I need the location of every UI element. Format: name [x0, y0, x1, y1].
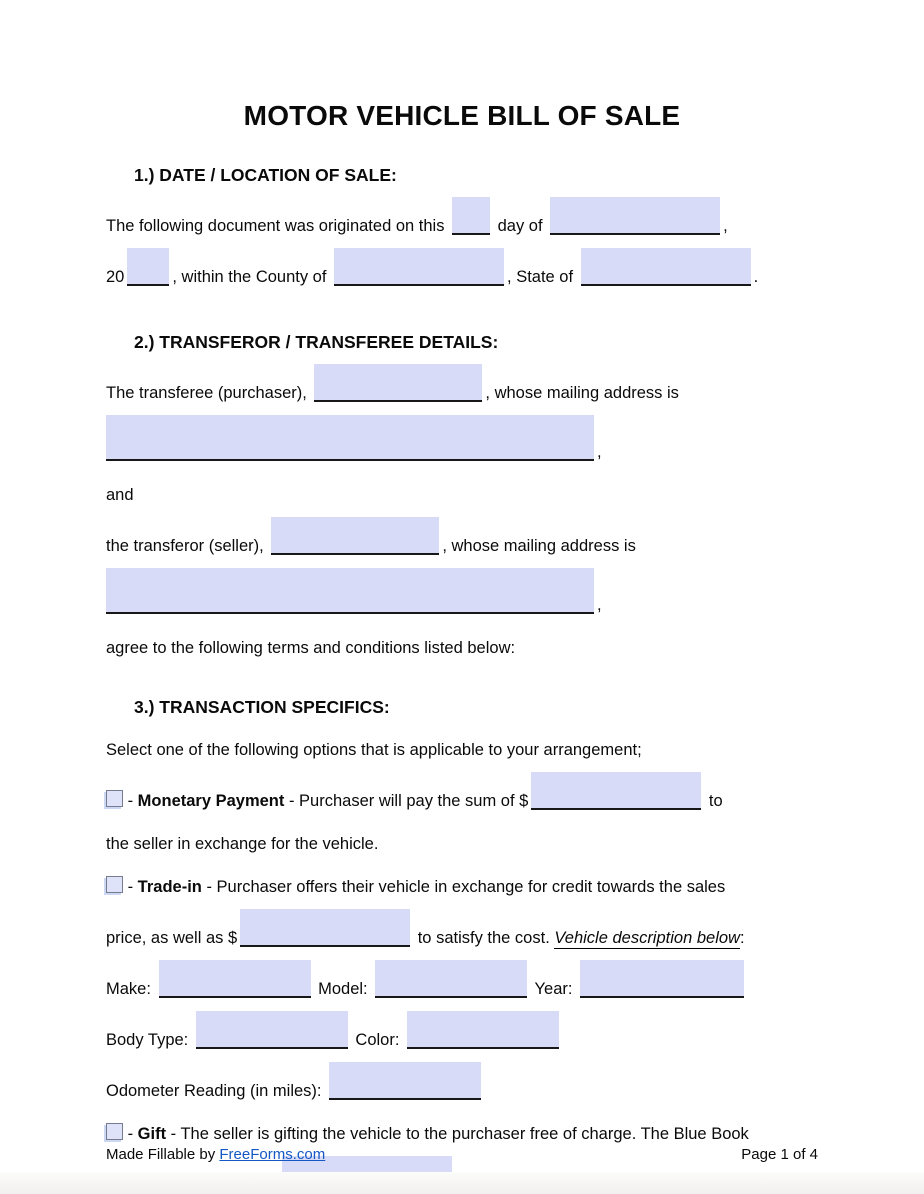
- body-type-label: Body Type:: [106, 1031, 193, 1049]
- tradein-checkbox[interactable]: [106, 876, 123, 893]
- tradein-dash-text: -: [123, 878, 138, 896]
- purchaser-line: [106, 364, 818, 415]
- seller-line: [106, 517, 818, 568]
- tradein-price-line: [106, 909, 818, 960]
- month-field[interactable]: [550, 197, 720, 235]
- monetary-payment-line: [106, 772, 818, 823]
- color-label: Color:: [350, 1031, 405, 1049]
- odometer-field[interactable]: [329, 1062, 481, 1100]
- section1-heading: 1.) DATE / LOCATION OF SALE:: [134, 165, 397, 185]
- tradein-amount-field[interactable]: [240, 909, 410, 947]
- purchaser-address-end-text: ,: [597, 443, 602, 461]
- monetary-option-label: Monetary Payment: [137, 792, 285, 810]
- tradein-line: [106, 866, 818, 909]
- purchaser-post-text: , whose mailing address is: [485, 384, 679, 402]
- tradein-price-pre-text: price, as well as $: [106, 929, 238, 947]
- line1-mid-text: day of: [493, 217, 548, 235]
- color-field[interactable]: [407, 1011, 559, 1049]
- line2-mid2-text: , State of: [507, 268, 578, 286]
- page-title: MOTOR VEHICLE BILL OF SALE: [243, 100, 681, 131]
- gift-desc-text: - The seller is gifting the vehicle to the purchaser free of charge. The Blue Book: [166, 1125, 749, 1143]
- line1-pre-text: The following document was originated on this: [106, 217, 450, 235]
- section3-heading: 3.) TRANSACTION SPECIFICS:: [134, 697, 390, 717]
- monetary-continuation-line: the seller in exchange for the vehicle.: [106, 835, 379, 853]
- seller-post-text: , whose mailing address is: [442, 537, 636, 555]
- county-field[interactable]: [334, 248, 504, 286]
- monetary-payment-checkbox[interactable]: [106, 790, 123, 807]
- freeforms-link[interactable]: FreeForms.com: [219, 1146, 326, 1163]
- made-fillable-text: Made Fillable by: [106, 1146, 220, 1163]
- monetary-desc-text: - Purchaser will pay the sum of $: [284, 792, 529, 810]
- purchaser-address-field[interactable]: [106, 415, 594, 461]
- tradein-price-post-text: to satisfy the cost.: [413, 929, 555, 947]
- model-field[interactable]: [375, 960, 527, 998]
- purchaser-name-field[interactable]: [314, 364, 482, 402]
- options-intro-line: Select one of the following options that is applicable to your arrangement;: [106, 741, 642, 759]
- date-location-line2: [106, 248, 818, 299]
- odometer-label: Odometer Reading (in miles):: [106, 1082, 327, 1100]
- purchaser-address-line: [106, 415, 818, 474]
- page-indicator: Page 1 of 4: [741, 1146, 818, 1163]
- vehicle-year-field[interactable]: [580, 960, 744, 998]
- year-field[interactable]: [127, 248, 169, 286]
- payment-amount-field[interactable]: [531, 772, 701, 810]
- line2-end-text: .: [753, 268, 759, 286]
- gift-checkbox[interactable]: [106, 1123, 123, 1140]
- vehicle-description-label: Vehicle description below: [554, 929, 740, 947]
- purchaser-pre-text: The transferee (purchaser),: [106, 384, 312, 402]
- monetary-dash-text: -: [123, 792, 138, 810]
- model-label: Model:: [313, 980, 373, 998]
- line2-pre-text: 20: [106, 268, 125, 286]
- seller-address-field[interactable]: [106, 568, 594, 614]
- agreement-line: agree to the following terms and conditions listed below:: [106, 639, 516, 657]
- body-type-field[interactable]: [196, 1011, 348, 1049]
- line2-mid-text: , within the County of: [172, 268, 332, 286]
- seller-address-line: [106, 568, 818, 627]
- seller-pre-text: the transferor (seller),: [106, 537, 269, 555]
- seller-address-end-text: ,: [597, 596, 602, 614]
- footer-left: [106, 1146, 325, 1163]
- tradein-option-label: Trade-in: [137, 878, 202, 896]
- date-location-line1: [106, 197, 818, 248]
- year-label: Year:: [530, 980, 578, 998]
- vehicle-description-colon: :: [739, 929, 745, 947]
- page-footer: [106, 1146, 818, 1163]
- seller-name-field[interactable]: [271, 517, 439, 555]
- section2-heading: 2.) TRANSFEROR / TRANSFEREE DETAILS:: [134, 332, 499, 352]
- tradein-desc-text: - Purchaser offers their vehicle in exchange for credit towards the sales: [201, 878, 726, 896]
- make-label: Make:: [106, 980, 156, 998]
- gift-dash-text: -: [123, 1125, 138, 1143]
- conjunction-line: and: [106, 486, 134, 504]
- gift-option-label: Gift: [137, 1125, 167, 1143]
- make-field[interactable]: [159, 960, 311, 998]
- odometer-line: [106, 1062, 818, 1113]
- make-model-year-line: [106, 960, 818, 1011]
- bodytype-color-line: [106, 1011, 818, 1062]
- monetary-after-text: to: [704, 792, 723, 810]
- state-field[interactable]: [581, 248, 751, 286]
- day-field[interactable]: [452, 197, 490, 235]
- page-bottom-edge: [0, 1172, 924, 1194]
- line1-end-text: ,: [723, 217, 728, 235]
